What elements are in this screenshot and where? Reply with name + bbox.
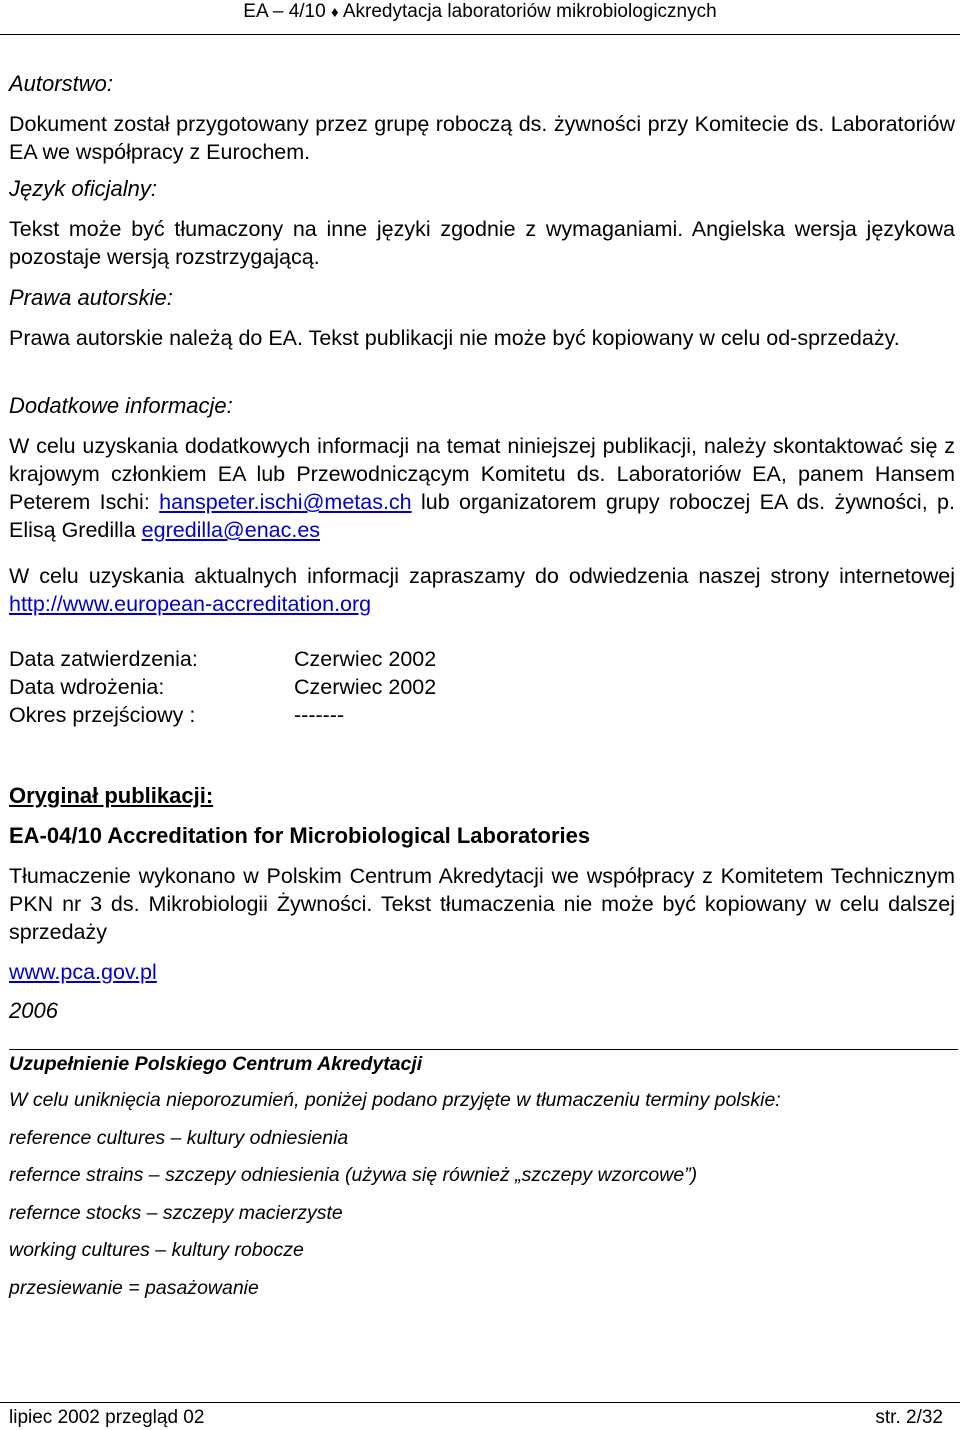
contact-paragraph: [9, 432, 955, 544]
term-item: refernce strains – szczepy odniesienia (używa się również „szczepy wzorcowe”): [9, 1164, 698, 1186]
pca-url-row: [9, 958, 955, 986]
language-section: [9, 175, 955, 271]
pca-supplement-heading: [9, 1049, 958, 1076]
contact-text-2: lub organizatorem grupy roboczej EA ds. żywności, p. Elisą Gredilla: [9, 490, 955, 542]
copyright-text: Prawa autorskie należą do EA. Tekst publikacji nie może być kopiowany w celu od-sprzedaży.: [9, 326, 900, 350]
additional-info-section: [9, 392, 955, 618]
date-value: Czerwiec 2002: [294, 675, 437, 699]
copyright-label: Prawa autorskie:: [9, 285, 173, 310]
language-text: Tekst może być tłumaczony na inne języki zgodnie z wymaganiami. Angielska wersja językowa pozostaje wersją rozstrzygającą.: [9, 217, 955, 269]
original-section: [9, 782, 955, 1024]
contact-text-1: W celu uzyskania dodatkowych informacji na temat niniejszej publikacji, należy skontaktować się z krajowym członkiem EA lub Przewodniczącym Komitetu ds. Laboratoriów EA, panem Hansem Peterem Ischi:: [9, 434, 955, 514]
date-key: Data zatwierdzenia:: [9, 647, 198, 671]
email-link-gredilla[interactable]: egredilla@enac.es: [141, 518, 321, 542]
additional-info-label: Dodatkowe informacje:: [9, 393, 233, 418]
website-text: W celu uzyskania aktualnych informacji zapraszamy do odwiedzenia naszej strony internetowej: [9, 564, 955, 588]
term-item: reference cultures – kultury odniesienia: [9, 1127, 349, 1149]
pca-heading-text: Uzupełnienie Polskiego Centrum Akredytacji: [9, 1053, 423, 1075]
copyright-section: [9, 284, 955, 352]
date-key: Data wdrożenia:: [9, 675, 165, 699]
date-row: [9, 701, 955, 729]
dates-table: [9, 645, 955, 729]
pca-website-link[interactable]: www.pca.gov.pl: [9, 960, 157, 984]
pca-intro: W celu uniknięcia nieporozumień, poniżej podano przyjęte w tłumaczeniu terminy polskie:: [9, 1089, 781, 1111]
date-value: -------: [294, 703, 345, 727]
date-row: [9, 645, 955, 673]
language-label: Język oficjalny:: [9, 176, 157, 201]
website-paragraph: [9, 562, 955, 618]
authorship-section: [9, 70, 955, 166]
footer-page-number: str. 2/32: [875, 1407, 943, 1428]
date-row: [9, 673, 955, 701]
translation-note: Tłumaczenie wykonano w Polskim Centrum Akredytacji we współpracy z Komitetem Technicznym PKN nr 3 ds. Mikrobiologii Żywności. Tekst tłumaczenia nie może być kopiowany w celu dalszej sprzedaży: [9, 864, 955, 944]
page-footer: [0, 1402, 960, 1428]
term-item: przesiewanie = pasażowanie: [9, 1277, 259, 1299]
original-label: Oryginał publikacji:: [9, 783, 214, 808]
email-link-ischi[interactable]: hanspeter.ischi@metas.ch: [159, 490, 412, 514]
footer-revision: lipiec 2002 przegląd 02: [9, 1407, 205, 1428]
header-title: Akredytacja laboratoriów mikrobiologicznych: [342, 1, 717, 22]
diamond-icon: ♦: [330, 4, 339, 21]
date-value: Czerwiec 2002: [294, 647, 437, 671]
term-item: working cultures – kultury robocze: [9, 1239, 304, 1261]
header-prefix: EA – 4/10: [243, 1, 326, 22]
page-header: [0, 0, 960, 35]
date-key: Okres przejściowy :: [9, 703, 196, 727]
term-item: refernce stocks – szczepy macierzyste: [9, 1202, 343, 1224]
authorship-text: Dokument został przygotowany przez grupę roboczą ds. żywności przy Komitecie ds. Laboratoriów EA we współpracy z Eurochem.: [9, 112, 955, 164]
original-title: EA-04/10 Accreditation for Microbiological Laboratories: [9, 823, 591, 848]
ea-website-link[interactable]: http://www.european-accreditation.org: [9, 592, 372, 616]
publication-year: 2006: [9, 998, 58, 1023]
authorship-label: Autorstwo:: [9, 71, 113, 96]
